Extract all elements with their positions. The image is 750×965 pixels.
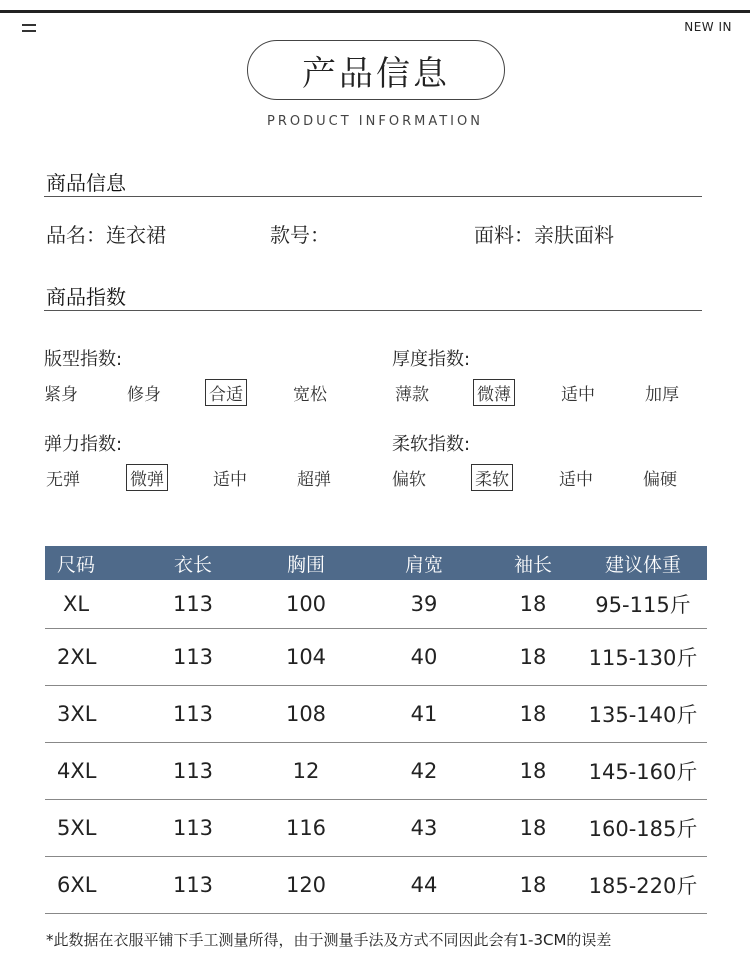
cell: 18: [487, 686, 579, 743]
index-option-selected: 合适: [205, 379, 247, 406]
index-option: 薄款: [395, 385, 429, 405]
cell-weight: 145-160斤: [579, 743, 707, 800]
measurement-footnote: *此数据在衣服平铺下手工测量所得，由于测量手法及方式不同因此会有1-3CM的误差: [46, 931, 612, 949]
cell-size: 6XL: [45, 857, 135, 914]
cell: 108: [251, 686, 361, 743]
table-row: [45, 857, 707, 914]
cell: 113: [135, 629, 251, 686]
top-divider: [0, 10, 750, 13]
index-option: 适中: [561, 385, 595, 405]
cell: 43: [361, 800, 487, 857]
cell: 113: [135, 857, 251, 914]
cell: 12: [251, 743, 361, 800]
index-option: 适中: [213, 470, 247, 490]
header-sleeve: 袖长: [487, 546, 579, 580]
index-option: 宽松: [293, 385, 327, 405]
cell: 113: [135, 800, 251, 857]
cell: 18: [487, 580, 579, 629]
section-divider: [44, 196, 702, 197]
cell: 113: [135, 686, 251, 743]
cell-weight: 115-130斤: [579, 629, 707, 686]
section-title-info: 商品信息: [46, 171, 126, 195]
header-shoulder: 肩宽: [361, 546, 487, 580]
cell: 18: [487, 857, 579, 914]
index-option: 超弹: [297, 470, 331, 490]
table-row: [45, 629, 707, 686]
index-option-selected: 柔软: [471, 464, 513, 491]
cell: 18: [487, 800, 579, 857]
header-weight: 建议体重: [579, 546, 707, 580]
header-size: 尺码: [45, 546, 135, 580]
index-label-elasticity: 弹力指数:: [44, 434, 123, 455]
header-length: 衣长: [135, 546, 251, 580]
index-option: 无弹: [46, 470, 80, 490]
fabric: 面料：亲肤面料: [474, 223, 614, 247]
table-row: [45, 800, 707, 857]
index-option: 偏软: [392, 470, 426, 490]
cell: 44: [361, 857, 487, 914]
page-title: [247, 40, 505, 100]
index-option-selected: 微薄: [473, 379, 515, 406]
menu-icon[interactable]: [22, 24, 36, 34]
index-option-selected: 微弹: [126, 464, 168, 491]
cell: 120: [251, 857, 361, 914]
table-row: [45, 580, 707, 629]
cell: 113: [135, 580, 251, 629]
cell: 41: [361, 686, 487, 743]
cell: 116: [251, 800, 361, 857]
header-chest: 胸围: [251, 546, 361, 580]
index-option: 适中: [559, 470, 593, 490]
index-label-thickness: 厚度指数:: [392, 349, 471, 370]
cell: 104: [251, 629, 361, 686]
cell-size: 5XL: [45, 800, 135, 857]
cell: 18: [487, 629, 579, 686]
cell: 18: [487, 743, 579, 800]
cell: 39: [361, 580, 487, 629]
cell: 113: [135, 743, 251, 800]
cell: 42: [361, 743, 487, 800]
cell-weight: 135-140斤: [579, 686, 707, 743]
cell-weight: 185-220斤: [579, 857, 707, 914]
cell-size: 2XL: [45, 629, 135, 686]
index-label-fit: 版型指数:: [44, 349, 123, 370]
size-table: [45, 546, 707, 914]
product-name: 品名：连衣裙: [46, 223, 166, 247]
section-title-index: 商品指数: [46, 285, 126, 309]
page-subtitle: PRODUCT INFORMATION: [267, 114, 483, 129]
style-number: 款号：: [270, 223, 330, 247]
page-title-text: 产品信息: [302, 53, 450, 94]
cell-size: 3XL: [45, 686, 135, 743]
section-divider: [44, 310, 702, 311]
table-row: [45, 743, 707, 800]
index-option: 加厚: [645, 385, 679, 405]
table-row: [45, 686, 707, 743]
cell-size: XL: [45, 580, 135, 629]
table-header-row: [45, 546, 707, 580]
cell-size: 4XL: [45, 743, 135, 800]
index-label-softness: 柔软指数:: [392, 434, 471, 455]
index-option: 偏硬: [643, 470, 677, 490]
index-option: 紧身: [44, 385, 78, 405]
new-in-label: NEW IN: [684, 20, 732, 34]
index-option: 修身: [127, 385, 161, 405]
cell: 100: [251, 580, 361, 629]
cell-weight: 160-185斤: [579, 800, 707, 857]
cell-weight: 95-115斤: [579, 580, 707, 629]
cell: 40: [361, 629, 487, 686]
